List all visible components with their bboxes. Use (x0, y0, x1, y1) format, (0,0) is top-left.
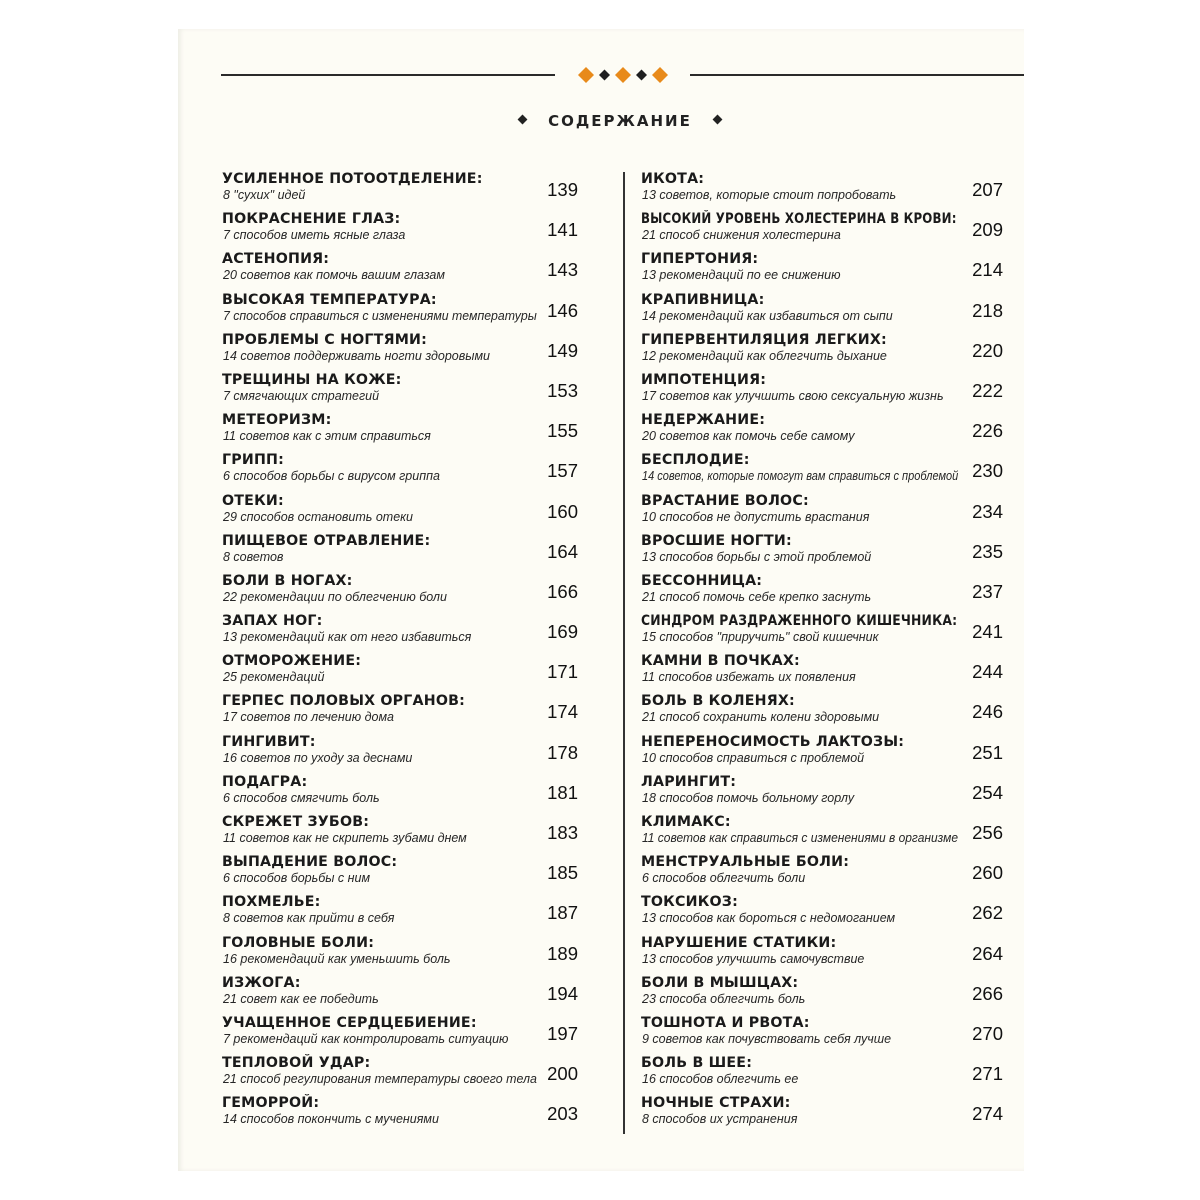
toc-entry[interactable] (641, 167, 1003, 207)
diamond-bullet-icon (518, 115, 528, 125)
toc-entry[interactable] (222, 1091, 582, 1131)
toc-entry-page-number: 169 (547, 621, 578, 643)
toc-entry[interactable] (641, 971, 1003, 1011)
toc-entry-subtitle: 13 способов как бороться с недомоганием (642, 911, 896, 926)
toc-entry-title: ЛАРИНГИТ: (641, 773, 737, 790)
toc-entry-subtitle: 16 советов по уходу за деснами (223, 750, 413, 765)
toc-entry[interactable] (222, 247, 582, 287)
toc-entry-page-number: 241 (972, 621, 1003, 643)
toc-entry-subtitle: 6 способов борьбы с вирусом гриппа (223, 469, 440, 484)
toc-entry-page-number: 189 (547, 942, 578, 964)
toc-entry[interactable] (641, 850, 1003, 890)
toc-entry-title: ПОКРАСНЕНИЕ ГЛАЗ: (222, 211, 401, 228)
toc-entry-title: ОТЕКИ: (222, 492, 284, 509)
toc-entry-title: ВЫПАДЕНИЕ ВОЛОС: (222, 854, 398, 871)
toc-entry-subtitle: 17 советов как улучшить свою сексуальную жизнь (642, 388, 944, 403)
toc-entry-title: ВРОСШИЕ НОГТИ: (641, 532, 792, 549)
toc-left-column (222, 167, 582, 1132)
toc-entry-page-number: 237 (972, 580, 1003, 602)
toc-entry-subtitle: 22 рекомендации по облегчению боли (223, 589, 447, 604)
toc-entry-title: ГЕРПЕС ПОЛОВЫХ ОРГАНОВ: (222, 693, 466, 710)
toc-entry-page-number: 254 (972, 781, 1003, 803)
toc-entry-subtitle: 7 способов справиться с изменениями температуры (223, 308, 537, 323)
toc-entry-title: ОТМОРОЖЕНИЕ: (222, 653, 362, 670)
toc-entry-page-number: 166 (547, 580, 578, 602)
toc-entry[interactable] (641, 288, 1003, 328)
toc-entry[interactable] (641, 1011, 1003, 1051)
toc-entry[interactable] (222, 971, 582, 1011)
toc-entry-page-number: 187 (547, 902, 578, 924)
toc-entry-title: НАРУШЕНИЕ СТАТИКИ: (641, 934, 837, 951)
toc-entry[interactable] (222, 489, 582, 529)
toc-entry[interactable] (641, 328, 1003, 368)
toc-entry-subtitle: 8 способов их устранения (642, 1112, 798, 1127)
toc-entry-title: ПРОБЛЕМЫ С НОГТЯМИ: (222, 331, 428, 348)
ornament-diamond (615, 67, 631, 83)
toc-entry[interactable] (641, 649, 1003, 689)
toc-entry-page-number: 171 (547, 661, 578, 683)
diamond-bullet-icon (712, 115, 722, 125)
toc-entry-page-number: 262 (972, 902, 1003, 924)
toc-entry-title: ТОКСИКОЗ: (641, 894, 738, 911)
toc-entry-subtitle: 11 советов как не скрипеть зубами днем (223, 831, 467, 845)
toc-entry[interactable] (641, 448, 1003, 488)
toc-entry-subtitle: 11 советов как справиться с изменениями в организме (642, 831, 959, 845)
toc-entry-page-number: 256 (972, 822, 1003, 843)
toc-entry[interactable] (641, 529, 1003, 569)
toc-entry[interactable] (641, 368, 1003, 408)
toc-entry[interactable] (222, 649, 582, 689)
toc-entry[interactable] (641, 408, 1003, 448)
toc-entry-subtitle: 10 способов справиться с проблемой (642, 750, 865, 765)
toc-entry[interactable] (222, 890, 582, 930)
toc-entry-title: СКРЕЖЕТ ЗУБОВ: (222, 814, 370, 830)
toc-entry-subtitle: 21 способ снижения холестерина (642, 228, 841, 243)
toc-entry-page-number: 270 (972, 1022, 1003, 1044)
toc-entry-subtitle: 14 рекомендаций как избавиться от сыпи (642, 308, 893, 323)
toc-entry[interactable] (222, 368, 582, 408)
toc-entry-page-number: 260 (972, 862, 1003, 884)
toc-entry-page-number: 218 (972, 299, 1003, 321)
toc-entry-page-number: 160 (547, 500, 578, 522)
toc-entry-subtitle: 14 советов поддерживать ногти здоровыми (223, 348, 490, 363)
toc-entry[interactable] (641, 609, 1003, 649)
toc-entry-subtitle: 21 способ регулирования температуры своего тела (223, 1072, 537, 1087)
toc-entry-title: ТОШНОТА И РВОТА: (641, 1014, 810, 1031)
toc-entry[interactable] (222, 288, 582, 328)
toc-entry[interactable] (222, 408, 582, 448)
toc-entry-subtitle: 6 способов смягчить боль (223, 790, 380, 805)
toc-entry[interactable] (641, 489, 1003, 529)
toc-entry[interactable] (641, 730, 1003, 770)
toc-entry-subtitle: 7 рекомендаций как контролировать ситуацию (223, 1031, 509, 1046)
toc-entry-subtitle: 17 советов по лечению дома (223, 710, 394, 725)
toc-entry-title: ГРИПП: (222, 452, 285, 469)
toc-entry-page-number: 266 (972, 982, 1003, 1004)
toc-entry-title: ТЕПЛОВОЙ УДАР: (222, 1055, 371, 1072)
toc-entry-page-number: 149 (547, 339, 578, 361)
toc-entry-page-number: 274 (972, 1103, 1003, 1125)
toc-entry[interactable] (222, 609, 582, 649)
toc-entry-page-number: 230 (972, 460, 1003, 482)
toc-right-column (641, 167, 1003, 1132)
toc-entry[interactable] (641, 770, 1003, 810)
toc-entry-page-number: 146 (547, 299, 578, 321)
toc-entry-title: ЗАПАХ НОГ: (222, 613, 323, 630)
toc-entry-title: ПИЩЕВОЕ ОТРАВЛЕНИЕ: (222, 532, 431, 549)
toc-entry[interactable] (222, 328, 582, 368)
toc-entry-subtitle: 20 советов как помочь вашим глазам (223, 268, 445, 283)
toc-entry-subtitle: 13 советов, которые стоит попробовать (642, 188, 897, 202)
toc-entry-page-number: 226 (972, 420, 1003, 442)
toc-entry-title: КРАПИВНИЦА: (641, 291, 765, 308)
toc-entry[interactable] (641, 569, 1003, 609)
toc-entry-page-number: 181 (547, 781, 578, 803)
toc-entry-title: БЕССОННИЦА: (641, 572, 763, 589)
toc-entry-title: АСТЕНОПИЯ: (222, 251, 330, 268)
toc-entry[interactable] (641, 931, 1003, 971)
toc-entry-subtitle: 6 способов облегчить боли (642, 871, 806, 886)
contents-heading-text: СОДЕРЖАНИЕ (548, 112, 692, 130)
toc-entry-subtitle: 14 советов, которые помогут вам справиться с проблемой (642, 469, 959, 484)
toc-entry[interactable] (641, 1091, 1003, 1131)
toc-entry-page-number: 139 (547, 179, 578, 200)
toc-entry-subtitle: 16 способов облегчить ее (642, 1072, 799, 1087)
toc-entry-title: ТРЕЩИНЫ НА КОЖЕ: (222, 371, 402, 388)
toc-entry-page-number: 157 (547, 460, 578, 482)
toc-entry[interactable] (222, 689, 582, 729)
toc-entry-subtitle: 13 рекомендаций по ее снижению (642, 268, 841, 283)
toc-entry-title: ПОДАГРА: (222, 773, 308, 790)
toc-entry-subtitle: 12 рекомендаций как облегчить дыхание (642, 348, 887, 363)
toc-entry-subtitle: 8 советов как прийти в себя (223, 911, 395, 926)
toc-entry-page-number: 174 (547, 701, 578, 723)
toc-entry-page-number: 244 (972, 661, 1003, 683)
toc-entry-subtitle: 11 советов как с этим справиться (223, 429, 431, 444)
toc-entry-title: ПОХМЕЛЬЕ: (222, 894, 321, 911)
toc-entry-page-number: 222 (972, 379, 1003, 401)
toc-entry-title: БОЛИ В МЫШЦАХ: (641, 974, 799, 991)
toc-entry-title: НОЧНЫЕ СТРАХИ: (641, 1095, 791, 1112)
toc-entry-subtitle: 13 способов улучшить самочувствие (642, 951, 865, 966)
toc-entry-title: ВЫСОКАЯ ТЕМПЕРАТУРА: (222, 291, 437, 308)
toc-entry-page-number: 197 (547, 1022, 578, 1044)
toc-entry[interactable] (222, 167, 582, 207)
toc-entry-page-number: 200 (547, 1063, 578, 1085)
column-divider (623, 172, 625, 1134)
ornament-diamond (578, 67, 594, 83)
toc-entry-page-number: 234 (972, 500, 1003, 522)
toc-entry-subtitle: 16 рекомендаций как уменьшить боль (223, 951, 451, 966)
toc-entry-page-number: 271 (972, 1063, 1003, 1085)
toc-entry-title: БОЛИ В НОГАХ: (222, 572, 353, 589)
toc-entry-title: МЕНСТРУАЛЬНЫЕ БОЛИ: (641, 854, 850, 871)
toc-entry-title: ВРАСТАНИЕ ВОЛОС: (641, 492, 809, 509)
toc-entry-title: СИНДРОМ РАЗДРАЖЕННОГО КИШЕЧНИКА: (641, 613, 958, 630)
toc-entry-subtitle: 7 смягчающих стратегий (223, 388, 380, 403)
toc-entry-page-number: 214 (972, 259, 1003, 281)
toc-entry-title: БЕСПЛОДИЕ: (641, 452, 750, 469)
toc-entry-subtitle: 15 способов "приручить" свой кишечник (642, 630, 879, 645)
toc-entry-page-number: 220 (972, 339, 1003, 361)
toc-entry-title: УСИЛЕННОЕ ПОТООТДЕЛЕНИЕ: (222, 171, 483, 187)
toc-entry-subtitle: 25 рекомендаций (223, 670, 325, 685)
toc-entry-subtitle: 20 советов как помочь себе самому (642, 429, 855, 444)
toc-entry[interactable] (641, 810, 1003, 850)
toc-entry-title: ГОЛОВНЫЕ БОЛИ: (222, 934, 375, 951)
toc-entry-title: БОЛЬ В КОЛЕНЯХ: (641, 693, 795, 710)
toc-entry-title: ВЫСОКИЙ УРОВЕНЬ ХОЛЕСТЕРИНА В КРОВИ: (641, 211, 957, 228)
toc-entry-page-number: 235 (972, 540, 1003, 562)
toc-entry-subtitle: 29 способов остановить отеки (223, 509, 414, 524)
toc-entry[interactable] (222, 810, 582, 850)
ornament-diamond (636, 70, 647, 81)
toc-entry-subtitle: 14 способов покончить с мучениями (223, 1112, 439, 1127)
toc-entry-title: ГИНГИВИТ: (222, 733, 316, 750)
toc-entry-title: УЧАЩЕННОЕ СЕРДЦЕБИЕНИЕ: (222, 1014, 477, 1031)
toc-entry-subtitle: 21 совет как ее победить (223, 991, 379, 1006)
toc-entry-page-number: 183 (547, 822, 578, 843)
toc-entry[interactable] (222, 1011, 582, 1051)
toc-entry-subtitle: 18 способов помочь больному горлу (642, 790, 855, 805)
toc-entry-page-number: 246 (972, 701, 1003, 723)
ornament-diamond (599, 70, 610, 81)
toc-entry-subtitle: 13 способов борьбы с этой проблемой (642, 549, 872, 564)
toc-entry-subtitle: 21 способ сохранить колени здоровыми (642, 710, 880, 725)
toc-entry-subtitle: 10 способов не допустить врастания (642, 509, 870, 524)
toc-entry-page-number: 143 (547, 259, 578, 281)
toc-entry-title: МЕТЕОРИЗМ: (222, 412, 332, 429)
header-rule-right (690, 74, 1024, 76)
toc-entry-subtitle: 9 советов как почувствовать себя лучше (642, 1031, 892, 1046)
toc-entry-page-number: 153 (547, 379, 578, 401)
toc-entry-subtitle: 8 "сухих" идей (223, 188, 306, 202)
diamond-ornament-icon (577, 64, 669, 86)
toc-entry-page-number: 178 (547, 741, 578, 763)
toc-entry-page-number: 207 (972, 179, 1003, 200)
toc-entry[interactable] (222, 569, 582, 609)
toc-entry-title: ИМПОТЕНЦИЯ: (641, 371, 767, 388)
toc-entry[interactable] (641, 207, 1003, 247)
toc-entry-page-number: 194 (547, 982, 578, 1004)
toc-entry-subtitle: 7 способов иметь ясные глаза (223, 228, 406, 243)
toc-entry-subtitle: 21 способ помочь себе крепко заснуть (642, 589, 872, 604)
toc-entry-subtitle: 6 способов борьбы с ним (223, 871, 371, 886)
toc-entry[interactable] (222, 850, 582, 890)
toc-entry-title: БОЛЬ В ШЕЕ: (641, 1055, 753, 1072)
toc-entry[interactable] (222, 730, 582, 770)
toc-entry-title: КАМНИ В ПОЧКАХ: (641, 653, 800, 670)
toc-entry-subtitle: 11 способов избежать их появления (642, 670, 856, 685)
toc-entry[interactable] (222, 448, 582, 488)
toc-entry-title: НЕДЕРЖАНИЕ: (641, 412, 766, 429)
toc-entry[interactable] (222, 207, 582, 247)
toc-entry-title: ГИПЕРТОНИЯ: (641, 251, 759, 268)
toc-entry-subtitle: 8 советов (223, 549, 284, 564)
toc-entry[interactable] (641, 890, 1003, 930)
toc-entry[interactable] (222, 931, 582, 971)
toc-entry-title: ГЕМОРРОЙ: (222, 1095, 320, 1112)
toc-entry-title: ГИПЕРВЕНТИЛЯЦИЯ ЛЕГКИХ: (641, 331, 887, 348)
toc-entry-page-number: 141 (547, 219, 578, 241)
header-rule-left (221, 74, 555, 76)
toc-entry-title: НЕПЕРЕНОСИМОСТЬ ЛАКТОЗЫ: (641, 733, 905, 750)
toc-entry-page-number: 203 (547, 1103, 578, 1125)
toc-entry[interactable] (641, 247, 1003, 287)
toc-entry-page-number: 251 (972, 741, 1003, 763)
toc-entry-page-number: 209 (972, 219, 1003, 241)
toc-entry-subtitle: 13 рекомендаций как от него избавиться (223, 630, 472, 645)
toc-entry[interactable] (641, 1051, 1003, 1091)
toc-entry-subtitle: 23 способа облегчить боль (642, 991, 806, 1006)
toc-entry-page-number: 155 (547, 420, 578, 442)
toc-entry[interactable] (222, 770, 582, 810)
toc-entry-title: ИКОТА: (641, 171, 705, 187)
toc-entry[interactable] (222, 1051, 582, 1091)
ornament-diamond (652, 67, 668, 83)
toc-entry-page-number: 164 (547, 540, 578, 562)
toc-entry[interactable] (641, 689, 1003, 729)
toc-entry-title: КЛИМАКС: (641, 814, 731, 830)
toc-entry-page-number: 185 (547, 862, 578, 884)
contents-heading (470, 112, 770, 136)
toc-entry[interactable] (222, 529, 582, 569)
toc-entry-title: ИЗЖОГА: (222, 974, 301, 991)
toc-entry-page-number: 264 (972, 942, 1003, 964)
